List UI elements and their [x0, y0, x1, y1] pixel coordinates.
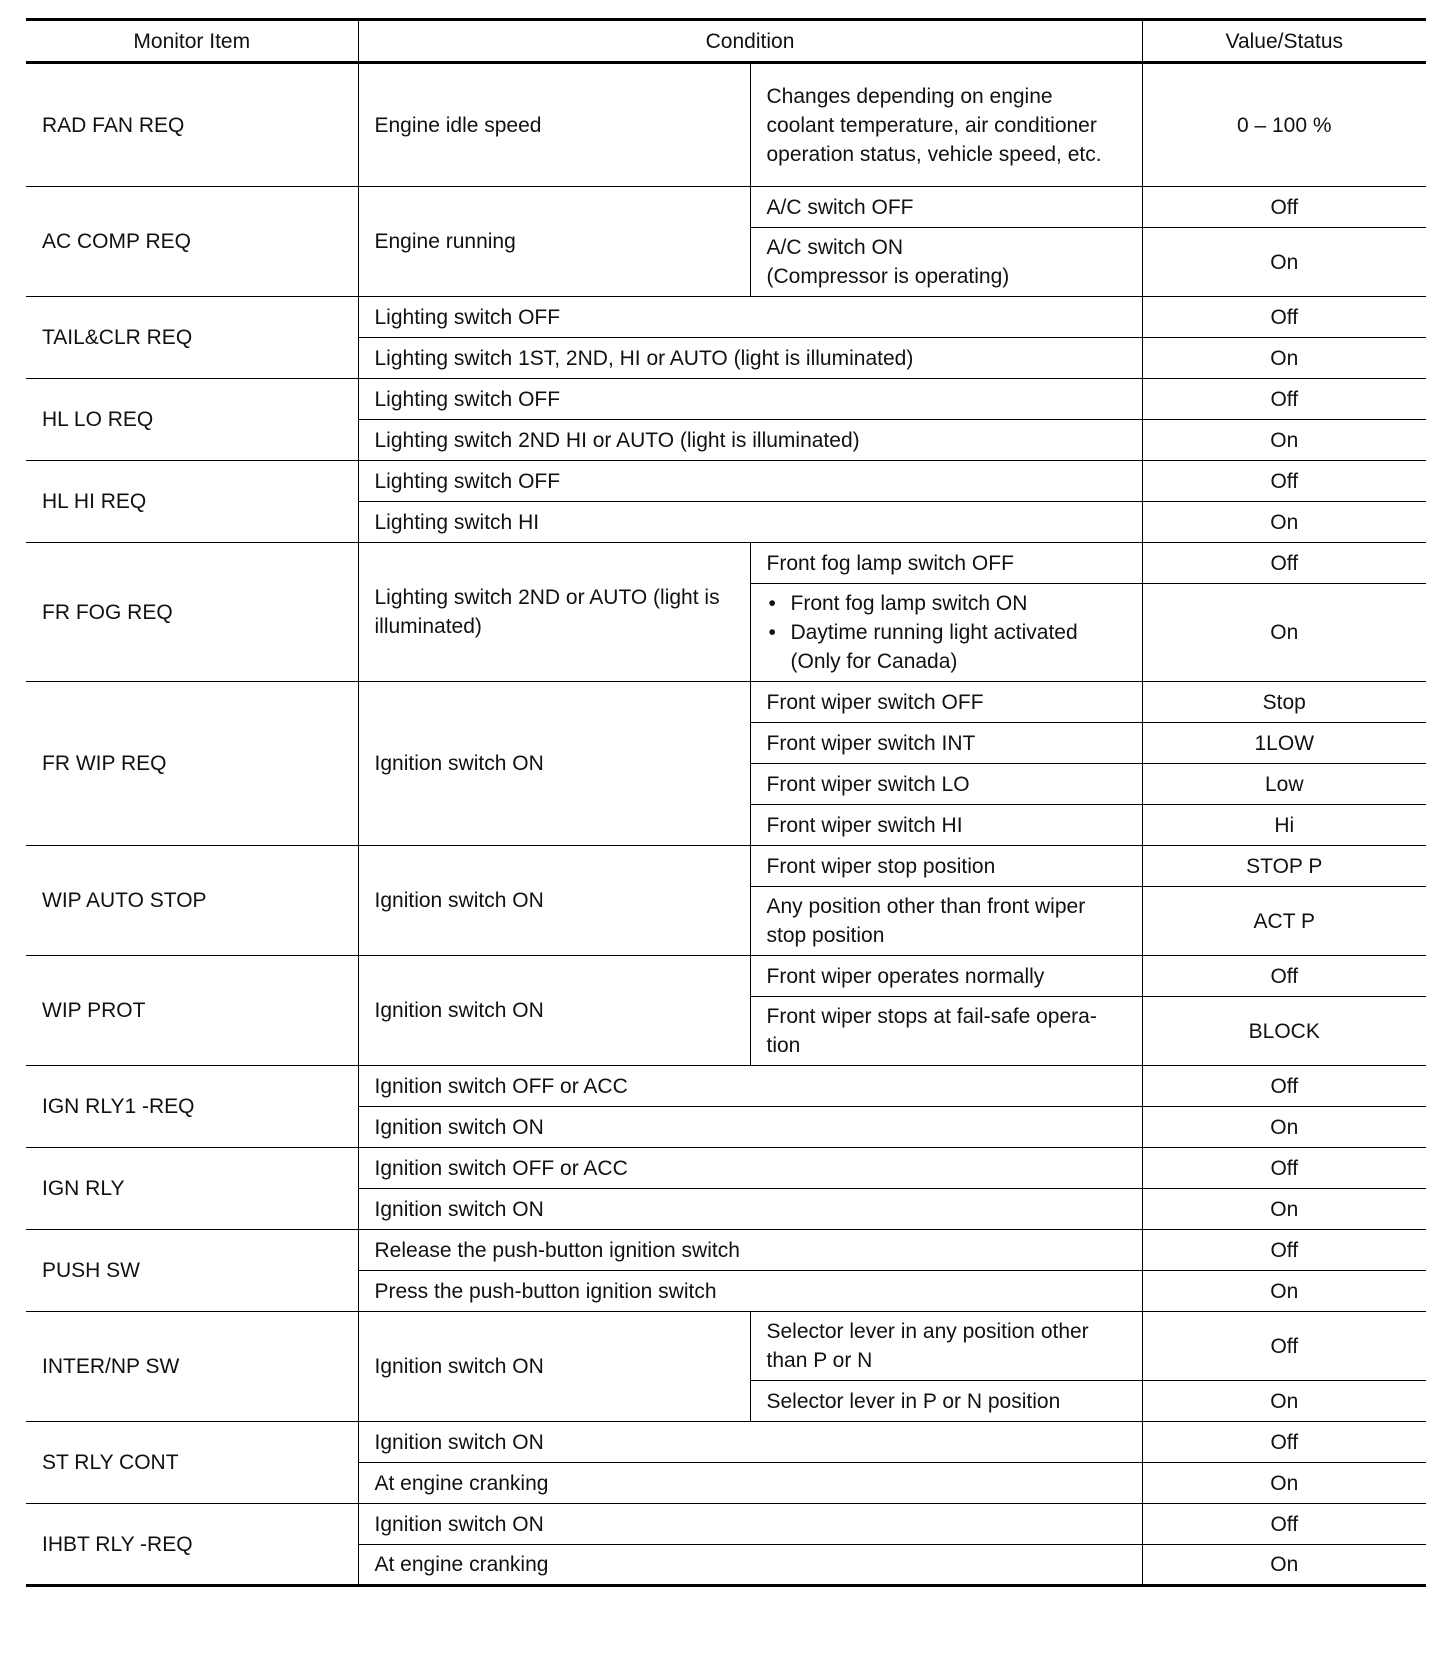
monitor-item-cell: RAD FAN REQ: [26, 63, 358, 187]
condition-cell: Lighting switch 2ND or AUTO (light is illuminated): [358, 543, 750, 682]
value-cell: ACT P: [1142, 887, 1426, 956]
sub-condition-cell: [750, 584, 1142, 682]
condition-cell: Ignition switch ON: [358, 682, 750, 846]
condition-cell: Lighting switch OFF: [358, 461, 1142, 502]
value-cell: Off: [1142, 1230, 1426, 1271]
monitor-item-cell: PUSH SW: [26, 1230, 358, 1312]
monitor-item-cell: INTER/NP SW: [26, 1312, 358, 1422]
table-row: [26, 1504, 1426, 1545]
header-value-status: Value/Status: [1142, 20, 1426, 63]
condition-cell: Ignition switch ON: [358, 1422, 1142, 1463]
bullet-item: • Front fog lamp switch ON: [767, 589, 1126, 618]
value-cell: BLOCK: [1142, 997, 1426, 1066]
condition-cell: Release the push-button ignition switch: [358, 1230, 1142, 1271]
value-cell: Stop: [1142, 682, 1426, 723]
table-row: [26, 846, 1426, 887]
value-cell: Off: [1142, 1148, 1426, 1189]
condition-cell: Ignition switch OFF or ACC: [358, 1148, 1142, 1189]
monitor-item-cell: HL HI REQ: [26, 461, 358, 543]
value-cell: On: [1142, 1545, 1426, 1586]
table-row: [26, 1422, 1426, 1463]
condition-cell: Ignition switch ON: [358, 956, 750, 1066]
value-cell: Low: [1142, 764, 1426, 805]
table-row: [26, 682, 1426, 723]
condition-cell: Engine idle speed: [358, 63, 750, 187]
value-cell: Off: [1142, 1312, 1426, 1381]
condition-cell: Press the push-button ignition switch: [358, 1271, 1142, 1312]
value-cell: On: [1142, 338, 1426, 379]
sub-condition-cell: Front wiper operates normally: [750, 956, 1142, 997]
condition-cell: Lighting switch OFF: [358, 297, 1142, 338]
value-cell: Off: [1142, 1066, 1426, 1107]
sub-condition-cell: Selector lever in P or N position: [750, 1381, 1142, 1422]
monitor-item-cell: FR WIP REQ: [26, 682, 358, 846]
condition-cell: Ignition switch OFF or ACC: [358, 1066, 1142, 1107]
value-cell: On: [1142, 1189, 1426, 1230]
table-row: [26, 1066, 1426, 1107]
value-cell: On: [1142, 1107, 1426, 1148]
table-row: [26, 379, 1426, 420]
sub-condition-cell: Front fog lamp switch OFF: [750, 543, 1142, 584]
condition-cell: Ignition switch ON: [358, 1107, 1142, 1148]
table-row: [26, 956, 1426, 997]
monitor-item-cell: IGN RLY1 -REQ: [26, 1066, 358, 1148]
table-row: [26, 543, 1426, 584]
monitor-item-cell: AC COMP REQ: [26, 187, 358, 297]
sub-condition-cell: A/C switch OFF: [750, 187, 1142, 228]
value-cell: Off: [1142, 297, 1426, 338]
condition-cell: At engine cranking: [358, 1463, 1142, 1504]
monitor-item-cell: WIP PROT: [26, 956, 358, 1066]
sub-condition-cell: Any position other than front wiper stop position: [750, 887, 1142, 956]
value-cell: 1LOW: [1142, 723, 1426, 764]
sub-condition-cell: Selector lever in any position other than P or N: [750, 1312, 1142, 1381]
sub-condition-line: A/C switch ON: [766, 236, 904, 259]
header-monitor-item: Monitor Item: [26, 20, 358, 63]
condition-cell: Ignition switch ON: [358, 846, 750, 956]
value-cell: On: [1142, 1381, 1426, 1422]
value-cell: Off: [1142, 956, 1426, 997]
condition-cell: Ignition switch ON: [358, 1504, 1142, 1545]
monitor-item-cell: FR FOG REQ: [26, 543, 358, 682]
monitor-item-cell: IGN RLY: [26, 1148, 358, 1230]
value-cell: Off: [1142, 461, 1426, 502]
condition-cell: Ignition switch ON: [358, 1312, 750, 1422]
value-cell: On: [1142, 228, 1426, 297]
sub-condition-cell: Front wiper switch INT: [750, 723, 1142, 764]
value-cell: On: [1142, 1271, 1426, 1312]
sub-condition-cell: [750, 228, 1142, 297]
sub-condition-cell: Front wiper switch OFF: [750, 682, 1142, 723]
monitor-item-table: [26, 18, 1426, 1587]
table-row: [26, 1148, 1426, 1189]
sub-condition-line: (Compressor is operating): [766, 265, 1010, 288]
value-cell: Off: [1142, 187, 1426, 228]
bullet-item: • Daytime running light activated (Only for Canada): [767, 618, 1126, 676]
value-cell: 0 – 100 %: [1142, 63, 1426, 187]
monitor-item-cell: WIP AUTO STOP: [26, 846, 358, 956]
value-cell: On: [1142, 1463, 1426, 1504]
condition-cell: At engine cranking: [358, 1545, 1142, 1586]
sub-condition-cell: Front wiper switch LO: [750, 764, 1142, 805]
condition-cell: Lighting switch 1ST, 2ND, HI or AUTO (light is illuminated): [358, 338, 1142, 379]
condition-cell: Ignition switch ON: [358, 1189, 1142, 1230]
table-row: [26, 461, 1426, 502]
sub-condition-cell: Front wiper switch HI: [750, 805, 1142, 846]
value-cell: Hi: [1142, 805, 1426, 846]
monitor-item-cell: HL LO REQ: [26, 379, 358, 461]
monitor-item-cell: TAIL&CLR REQ: [26, 297, 358, 379]
table-row: [26, 187, 1426, 228]
value-cell: On: [1142, 584, 1426, 682]
bullet-list: [767, 589, 1126, 676]
sub-condition-cell: Front wiper stop position: [750, 846, 1142, 887]
value-cell: Off: [1142, 379, 1426, 420]
monitor-item-cell: IHBT RLY -REQ: [26, 1504, 358, 1586]
condition-cell: Lighting switch OFF: [358, 379, 1142, 420]
table-row: [26, 63, 1426, 187]
monitor-item-cell: ST RLY CONT: [26, 1422, 358, 1504]
value-cell: Off: [1142, 1504, 1426, 1545]
condition-cell: Lighting switch HI: [358, 502, 1142, 543]
value-cell: On: [1142, 420, 1426, 461]
value-cell: STOP P: [1142, 846, 1426, 887]
condition-cell: Lighting switch 2ND HI or AUTO (light is illuminated): [358, 420, 1142, 461]
sub-condition-cell: Front wiper stops at fail-safe opera-tion: [750, 997, 1142, 1066]
table-row: [26, 1312, 1426, 1381]
header-condition: Condition: [358, 20, 1142, 63]
value-cell: Off: [1142, 543, 1426, 584]
value-cell: Off: [1142, 1422, 1426, 1463]
table-row: [26, 297, 1426, 338]
condition-cell: Engine running: [358, 187, 750, 297]
sub-condition-cell: Changes depending on engine coolant temperature, air conditioner operation status, vehicle speed, etc.: [750, 63, 1142, 187]
header-row: [26, 20, 1426, 63]
value-cell: On: [1142, 502, 1426, 543]
table-row: [26, 1230, 1426, 1271]
